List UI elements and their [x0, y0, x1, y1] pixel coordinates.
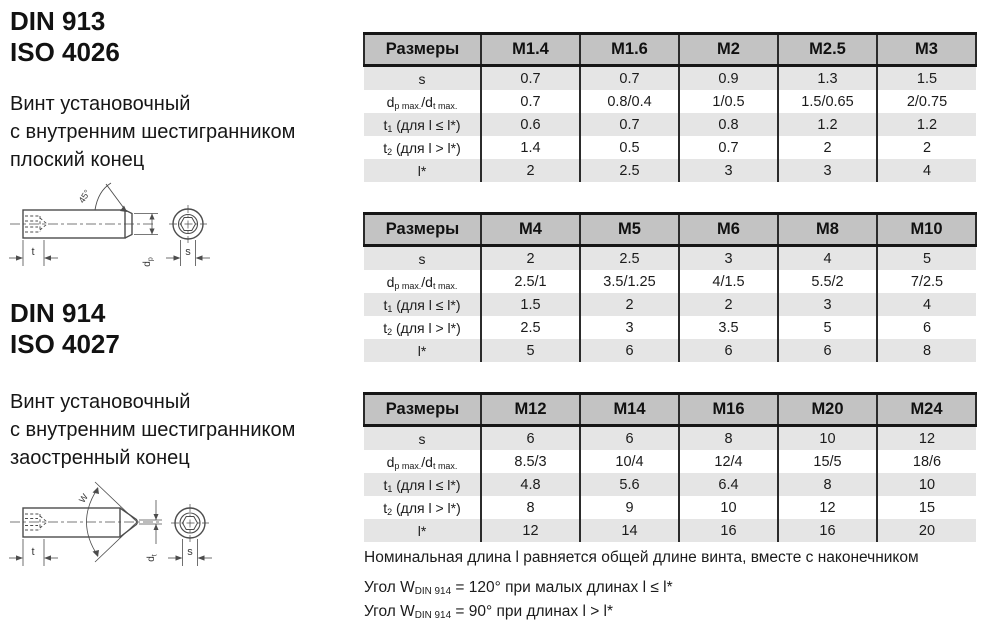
cell-value: 3 — [778, 159, 877, 182]
column-header-thread-size: M2 — [679, 34, 778, 66]
cell-value: 2 — [580, 293, 679, 316]
cell-value: 2.5/1 — [481, 270, 580, 293]
cell-value: 10 — [877, 473, 976, 496]
cell-value: 8 — [679, 426, 778, 451]
angle-note-120: Угол $W_{DIN 914} = 120^\circ$ при малых длинах l ≤ l* — [364, 579, 673, 598]
table-row — [364, 426, 976, 451]
cell-value: 8 — [778, 473, 877, 496]
cell-value: 3 — [580, 316, 679, 339]
row-label: $t_1$ (для l ≤ l*) — [364, 473, 481, 496]
table-row — [364, 159, 976, 182]
cell-value: 2 — [481, 159, 580, 182]
column-header-thread-size: M8 — [778, 214, 877, 246]
column-header-thread-size: M1.4 — [481, 34, 580, 66]
cell-value: 10 — [778, 426, 877, 451]
table-row — [364, 293, 976, 316]
cell-value: 4 — [877, 293, 976, 316]
cell-value: 1/0.5 — [679, 90, 778, 113]
column-header-thread-size: M14 — [580, 394, 679, 426]
cell-value: 5 — [481, 339, 580, 362]
row-label: $d_{p max.}/d_{t max.}$ — [364, 90, 481, 113]
cell-value: 6 — [481, 426, 580, 451]
cell-value: 3.5/1.25 — [580, 270, 679, 293]
description-line: заостренный конец — [10, 447, 190, 469]
description-line: с внутренним шестигранником — [10, 121, 296, 143]
cell-value: 1.5/0.65 — [778, 90, 877, 113]
cell-value: 4 — [778, 246, 877, 271]
cell-value: 6 — [778, 339, 877, 362]
table-row — [364, 473, 976, 496]
cell-value: 5.5/2 — [778, 270, 877, 293]
cell-value: 0.8/0.4 — [580, 90, 679, 113]
table-row — [364, 316, 976, 339]
dp-dimension-label: $d_p$ — [142, 257, 155, 267]
cell-value: 16 — [679, 519, 778, 542]
cell-value: 4.8 — [481, 473, 580, 496]
t-dimension-label: t — [31, 546, 35, 558]
row-label: s — [364, 426, 481, 451]
cell-value: 0.7 — [580, 113, 679, 136]
table-row — [364, 136, 976, 159]
cell-value: 0.7 — [580, 66, 679, 91]
column-header-thread-size: M3 — [877, 34, 976, 66]
row-label: l* — [364, 339, 481, 362]
column-header-thread-size: M12 — [481, 394, 580, 426]
column-header-thread-size: M4 — [481, 214, 580, 246]
cell-value: 0.9 — [679, 66, 778, 91]
row-label: $t_2$ (для l > l*) — [364, 316, 481, 339]
cell-value: 14 — [580, 519, 679, 542]
cell-value: 3 — [679, 159, 778, 182]
cell-value: 2.5 — [481, 316, 580, 339]
s-dimension-label: s — [185, 246, 191, 258]
dimensions-table-2 — [363, 212, 977, 362]
cell-value: 2 — [679, 293, 778, 316]
cell-value: 6 — [877, 316, 976, 339]
table-row — [364, 519, 976, 542]
cell-value: 5 — [877, 246, 976, 271]
cell-value: 12 — [481, 519, 580, 542]
table-row — [364, 66, 976, 91]
cell-value: 3 — [679, 246, 778, 271]
end-view — [169, 205, 207, 243]
row-label: $d_{p max.}/d_{t max.}$ — [364, 450, 481, 473]
row-label: $d_{p max.}/d_{t max.}$ — [364, 270, 481, 293]
cell-value: 15 — [877, 496, 976, 519]
column-header-sizes: Размеры — [364, 214, 481, 246]
row-label: $t_2$ (для l > l*) — [364, 136, 481, 159]
row-label: s — [364, 246, 481, 271]
cell-value: 1.5 — [481, 293, 580, 316]
cell-value: 0.8 — [679, 113, 778, 136]
table-row — [364, 113, 976, 136]
angle-notes — [364, 576, 673, 624]
table-header-row — [364, 34, 976, 66]
column-header-thread-size: M16 — [679, 394, 778, 426]
table-row — [364, 270, 976, 293]
cell-value: 6.4 — [679, 473, 778, 496]
cell-value: 16 — [778, 519, 877, 542]
dt-dimension-label: $d_t$ — [146, 554, 159, 562]
table-row — [364, 450, 976, 473]
length-note: Номинальная длина l равняется общей длине винта, вместе с наконечником — [364, 549, 919, 566]
din914-title — [10, 298, 120, 360]
cell-value: 1.3 — [778, 66, 877, 91]
row-label: $t_2$ (для l > l*) — [364, 496, 481, 519]
chamfer-angle-label: 45° — [76, 187, 93, 205]
din913-flat-point-drawing — [0, 170, 260, 288]
end-view — [171, 504, 209, 542]
table-row — [364, 339, 976, 362]
cell-value: 10/4 — [580, 450, 679, 473]
cell-value: 0.7 — [679, 136, 778, 159]
description-line: Винт установочный — [10, 391, 191, 413]
cell-value: 2.5 — [580, 159, 679, 182]
cone-angle-label: W — [77, 491, 91, 505]
iso4027-standard-line: ISO 4027 — [10, 329, 120, 359]
cell-value: 6 — [679, 339, 778, 362]
cell-value: 2 — [877, 136, 976, 159]
dimensions-table-3 — [363, 392, 977, 542]
cell-value: 1.4 — [481, 136, 580, 159]
cell-value: 1.5 — [877, 66, 976, 91]
din914-cone-point-drawing — [0, 460, 260, 595]
callout-arrowhead — [120, 206, 127, 213]
row-label: l* — [364, 159, 481, 182]
cell-value: 10 — [679, 496, 778, 519]
cell-value: 6 — [580, 339, 679, 362]
table-header-row — [364, 214, 976, 246]
column-header-thread-size: M1.6 — [580, 34, 679, 66]
din913-standard-line: DIN 913 — [10, 6, 106, 36]
cell-value: 7/2.5 — [877, 270, 976, 293]
column-header-sizes: Размеры — [364, 34, 481, 66]
chamfer-callout — [95, 183, 126, 211]
cell-value: 1.2 — [877, 113, 976, 136]
cell-value: 9 — [580, 496, 679, 519]
cell-value: 2 — [481, 246, 580, 271]
table-row — [364, 90, 976, 113]
cell-value: 3.5 — [679, 316, 778, 339]
cell-value: 15/5 — [778, 450, 877, 473]
cell-value: 0.7 — [481, 66, 580, 91]
cell-value: 12 — [778, 496, 877, 519]
column-header-thread-size: M20 — [778, 394, 877, 426]
cell-value: 2 — [778, 136, 877, 159]
din913-title — [10, 6, 120, 68]
t-dimension-label: t — [31, 246, 35, 258]
table-row — [364, 246, 976, 271]
cell-value: 8 — [877, 339, 976, 362]
din913-description — [10, 90, 295, 174]
cell-value: 0.7 — [481, 90, 580, 113]
screw-body — [23, 508, 120, 537]
cell-value: 20 — [877, 519, 976, 542]
table-header-row — [364, 394, 976, 426]
row-label: l* — [364, 519, 481, 542]
cell-value: 3 — [778, 293, 877, 316]
cell-value: 2.5 — [580, 246, 679, 271]
cell-value: 12 — [877, 426, 976, 451]
cell-value: 0.5 — [580, 136, 679, 159]
cell-value: 12/4 — [679, 450, 778, 473]
cell-value: 0.6 — [481, 113, 580, 136]
cell-value: 8.5/3 — [481, 450, 580, 473]
column-header-thread-size: M24 — [877, 394, 976, 426]
angle-note-90: Угол $W_{DIN 914} = 90^\circ$ при длинах l > l* — [364, 603, 614, 622]
table-row — [364, 496, 976, 519]
column-header-sizes: Размеры — [364, 394, 481, 426]
cell-value: 18/6 — [877, 450, 976, 473]
cell-value: 6 — [580, 426, 679, 451]
row-label: $t_1$ (для l ≤ l*) — [364, 293, 481, 316]
column-header-thread-size: M5 — [580, 214, 679, 246]
cell-value: 1.2 — [778, 113, 877, 136]
s-dimension-label: s — [187, 546, 193, 558]
dimensions-table-1 — [363, 32, 977, 182]
description-line: Винт установочный — [10, 93, 191, 115]
row-label: s — [364, 66, 481, 91]
iso4026-standard-line: ISO 4026 — [10, 37, 120, 67]
column-header-thread-size: M6 — [679, 214, 778, 246]
din914-standard-line: DIN 914 — [10, 298, 106, 328]
cell-value: 5.6 — [580, 473, 679, 496]
cell-value: 4/1.5 — [679, 270, 778, 293]
column-header-thread-size: M2.5 — [778, 34, 877, 66]
cell-value: 2/0.75 — [877, 90, 976, 113]
column-header-thread-size: M10 — [877, 214, 976, 246]
cell-value: 8 — [481, 496, 580, 519]
cell-value: 5 — [778, 316, 877, 339]
cone-point — [120, 508, 137, 537]
cell-value: 4 — [877, 159, 976, 182]
row-label: $t_1$ (для l ≤ l*) — [364, 113, 481, 136]
description-line: с внутренним шестигранником — [10, 419, 296, 441]
description-line: плоский конец — [10, 149, 145, 171]
